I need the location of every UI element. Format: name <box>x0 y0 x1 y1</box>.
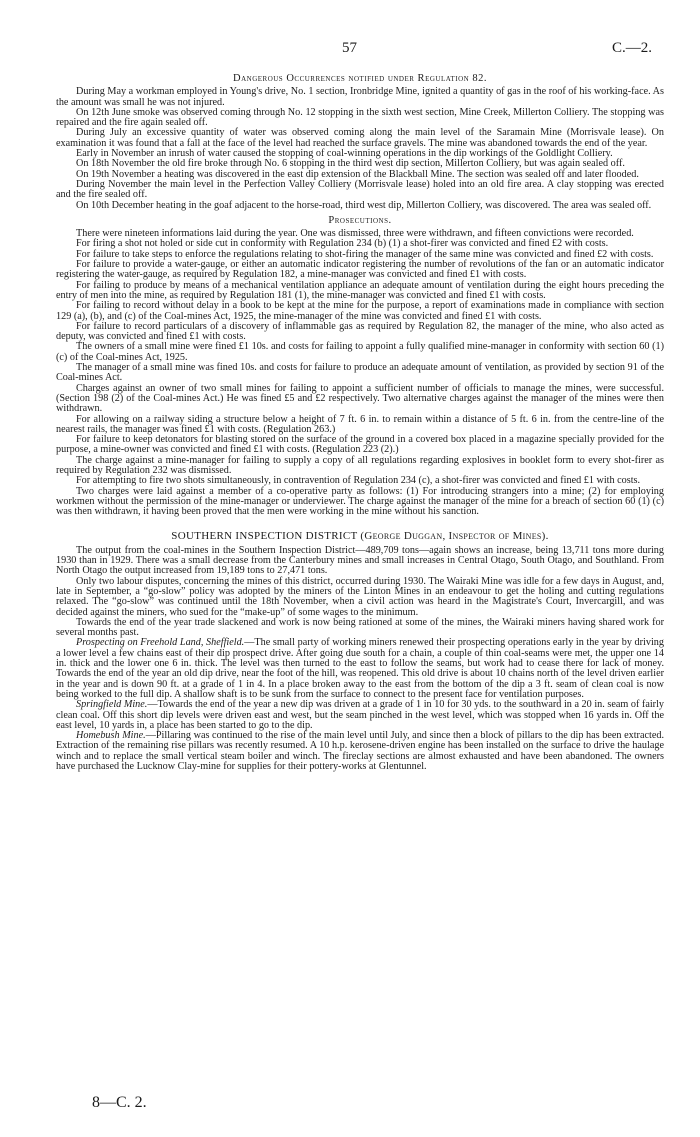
mine-entry <box>56 731 664 772</box>
page-body <box>56 72 664 772</box>
paragraph: The owners of a small mine were fined £1 10s. and costs for failing to appoint a fully qualified mine-manager in conformity with section 60 (1) (c) of the Coal-mines Act, 1925. <box>56 341 664 363</box>
mine-name: Prospecting on Freehold Land, Sheffield. <box>76 637 245 649</box>
paragraph: For failure to provide a water-gauge, or either an automatic indicator registering the number of revolutions of the fan or an automatic indicator registering the water-gauge, as required by Regulation 182, a mine-manager was convicted and fined £1 with costs. <box>56 259 664 281</box>
mine-entry <box>56 700 664 731</box>
paragraph: The charge against a mine-manager for failing to supply a copy of all regulations regarding explosives in booklet form to every shot-firer as required by Regulation 232 was dismissed. <box>56 454 664 476</box>
paragraph: Early in November an inrush of water caused the stopping of coal-winning operations in the dip workings of the Goldlight Colliery. <box>76 148 613 160</box>
paragraph: For firing a shot not holed or side cut in conformity with Regulation 234 (b) (1) a shot-firer was convicted and fined £2 with costs. <box>76 238 609 250</box>
paragraph: For failing to produce by means of a mechanical ventilation appliance an adequate amount of ventilation during the eight hours preceding the entry of men into the mine, as required by Regulation 181 (1), the mine-manager was convicted and fined £1 with costs. <box>56 279 664 301</box>
paragraph: During July an excessive quantity of water was observed coming along the main level of the Saramain Mine (Morrisvale lease). On examination it was found that a fall at the face of the level had reached the surface gravels. The mine was abandoned towards the end of the year. <box>56 127 664 149</box>
paragraph: Two charges were laid against a member of a co-operative party as follows: (1) For introducing strangers into a mine; (2) for employing workmen without the permission of the mine-manager or underviewer. The charge against the manager of the mine for a breach of section 60 (1) (c) was then withdrawn, it having been proved that the men were working in the mine without his sanction. <box>56 485 664 518</box>
document-reference: C.—2. <box>611 40 652 56</box>
mine-name: Homebush Mine. <box>76 730 146 742</box>
paragraph: For attempting to fire two shots simultaneously, in contravention of Regulation 234 (c), a shot-firer was convicted and fined £1 with costs. <box>76 475 641 487</box>
paragraph: On 12th June smoke was observed coming through No. 12 stopping in the sixth west section, Mine Creek, Millerton Colliery. The stopping was repaired and the fire again sealed off. <box>56 106 664 129</box>
page-number: 57 <box>342 40 357 56</box>
paragraph: Only two labour disputes, concerning the mines of this district, occurred during 1930. The Wairaki Mine was idle for a few days in August, and, late in September, a “go-slow” policy was adopted by the miners of the Linton Mines in an endeavour to get the holing and cutting regulations relaxed. The “go-slow” was continued until the 18th November, when a civil action was heard in the Magistrate's Court, Invercargill, and was decided against the miners, who sued for the “make-up” of some wages to the minimum. <box>56 575 664 618</box>
mine-entry <box>56 638 664 700</box>
paragraph: For allowing on a railway siding a structure below a height of 7 ft. 6 in. to remain within a distance of 5 ft. 6 in. from the centre-line of the nearest rails, the manager was fined £1 with costs. (Regulation 263.) <box>56 413 664 435</box>
paragraph: For failure to keep detonators for blasting stored on the surface of the ground in a covered box placed in a magazine specially provided for the purpose, a mine-owner was convicted and fined £1 with costs. (Regulation 223 (2).) <box>56 434 664 456</box>
page-header <box>0 40 700 64</box>
mine-entry-text: —Towards the end of the year a new dip was driven at a grade of 1 in 10 for 30 yds. to the southward in a 20 in. seam of fairly clean coal. Off this short dip levels were driven east and west, but the seam pinched in the west level, which was stopped when 16 yards in. Off the east level, 10 yards in, a place has been started to go to the dip. <box>56 699 664 731</box>
district-inspector: (George Duggan, Inspector of Mines). <box>360 530 549 543</box>
dangerous-occurrences-section <box>56 87 664 211</box>
mine-entry-text: —The small party of working miners renewed their prospecting operations early in the year by driving a lower level a few chains east of their dip prospect drive. After going due south for a chain, a couple of thin coal-seams were met, the upper one 14 in. thick and the lower one 6 in. thick. The level was then turned to the east to follow the seams, but work had to cease there for lack of money. Towards the end of the year an old dip drive, near the foot of the hill, was reopened. This old drive is about 10 chains north of the level driven earlier in the year and is down 90 ft. at a grade of 1 in 4. In a place broken away to the east from the bottom of the dip a 3 ft. seam of clean coal is now being worked to the full dip. A shallow shaft is to be sunk from the surface to connect to the present face for ventilation purposes. <box>56 637 664 700</box>
paragraph: For failure to take steps to enforce the regulations relating to shot-firing the manager of the same mine was convicted and fined £2 with costs. <box>76 248 654 260</box>
section-heading-southern-district <box>56 531 664 541</box>
paragraph: For failure to record particulars of a discovery of inflammable gas as required by Regulation 82, the manager of the mine, who also acted as deputy, was convicted and fined £1 with costs. <box>56 320 664 343</box>
paragraph: There were nineteen informations laid during the year. One was dismissed, three were withdrawn, and fifteen convictions were recorded. <box>76 228 634 240</box>
paragraph: On 18th November the old fire broke through No. 6 stopping in the third west dip section, Millerton Colliery, but was again sealed off. <box>76 158 625 170</box>
paragraph: During November the main level in the Perfection Valley Colliery (Morrisvale lease) holed into an old fire area. A clay stopping was erected and the fire sealed off. <box>56 178 664 201</box>
paragraph: The manager of a small mine was fined 10s. and costs for failure to produce an adequate amount of ventilation, as provided by section 91 of the Coal-mines Act. <box>56 362 664 384</box>
southern-district-section <box>56 546 664 773</box>
prosecutions-section <box>56 229 664 517</box>
paragraph: Towards the end of the year trade slackened and work is now being rationed at some of the mines, the Wairaki miners having shared work for several months past. <box>56 616 664 639</box>
section-heading-dangerous-occurrences: Dangerous Occurrences notified under Regulation 82. <box>233 73 487 84</box>
page-signature: 8—C. 2. <box>92 1094 147 1111</box>
paragraph: The output from the coal-mines in the Southern Inspection District—489,709 tons—again shows an increase, being 13,711 tons more during 1930 than in 1929. There was a small decrease from the Canterbury mines and small increases in Central Otago, South Otago, and Southland. From North Otago the output increased from 19,189 tons to 27,471 tons. <box>56 544 664 577</box>
section-heading-prosecutions: Prosecutions. <box>328 214 392 226</box>
paragraph: For failing to record without delay in a book to be kept at the mine for the purpose, a report of examinations made in compliance with section 129 (a), (b), and (c) of the Coal-mines Act, 1925, the mine-manager of the mine was convicted and fined £1 with costs. <box>56 300 664 322</box>
paragraph: On 19th November a heating was discovered in the east dip extension of the Blackball Mine. The section was sealed off and later flooded. <box>76 168 639 180</box>
mine-entry-text: —Pillaring was continued to the rise of the main level until July, and since then a block of pillars to the dip has been extracted. Extraction of the remaining rise pillars was recently resumed. A 10 h.p. kerosene-driven engine has been installed on the surface to drive the haulage winch and to replace the small vertical steam boiler and winch. The fireclay sections are almost exhausted and have been abandoned. The owners have purchased the Lucknow Clay-mine for supplies for their pottery-works at Glentunnel. <box>56 730 664 772</box>
district-title: SOUTHERN INSPECTION DISTRICT <box>171 530 358 543</box>
paragraph: On 10th December heating in the goaf adjacent to the horse-road, third west dip, Millerton Colliery, was discovered. The area was sealed off. <box>76 199 652 211</box>
mine-name: Springfield Mine. <box>76 699 148 711</box>
paragraph: Charges against an owner of two small mines for failing to appoint a sufficient number of officials to manage the mines, were successful. (Section 198 (2) of the Coal-mines Act.) He was fined £5 and £2 respectively. Two alternative charges against the manager of the mines were then withdrawn. <box>56 382 664 415</box>
paragraph: During May a workman employed in Young's drive, No. 1 section, Ironbridge Mine, ignited a quantity of gas in the roof of his working-face. As the amount was small he was not injured. <box>56 86 664 108</box>
